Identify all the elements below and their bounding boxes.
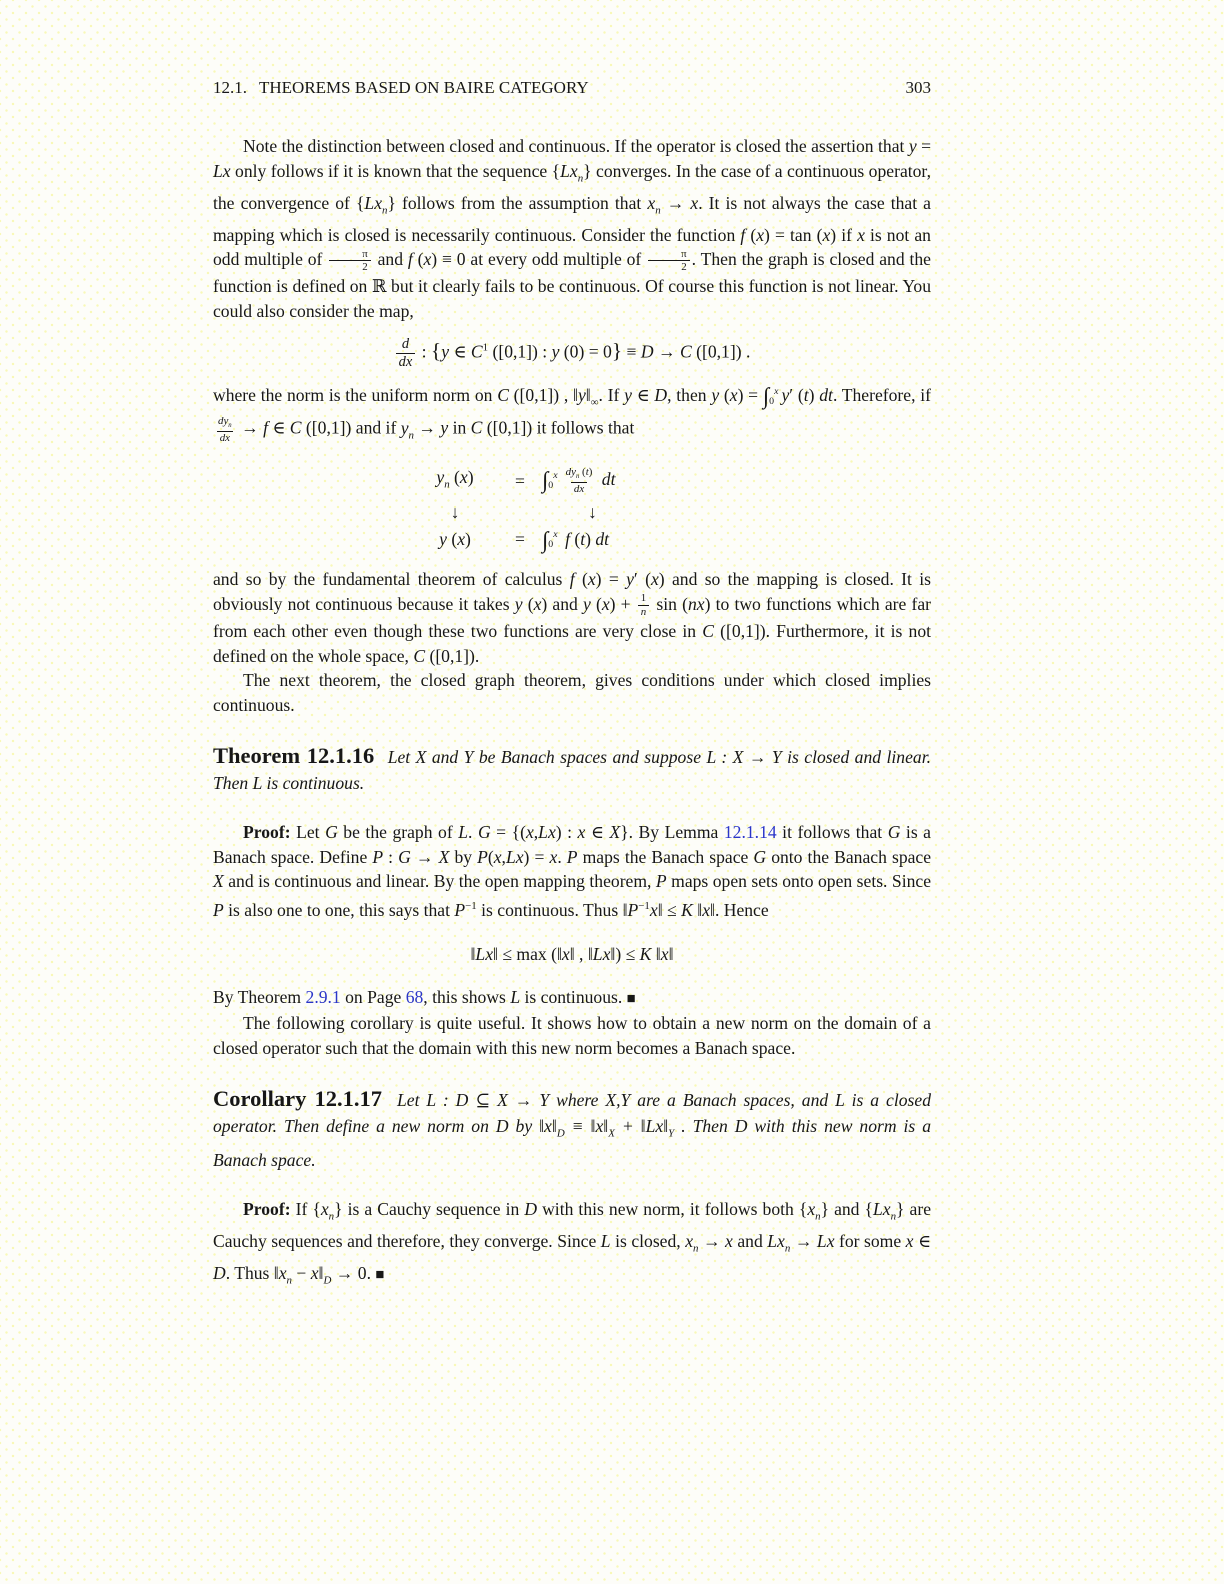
running-header	[213, 78, 931, 98]
theorem-statement: Let X and Y be Banach spaces and suppose L : X → Y is closed and linear. Then L is continuous.	[213, 747, 931, 794]
ref-theorem-2-9-1[interactable]: 2.9.1	[305, 986, 341, 1007]
para-next-theorem: The next theorem, the closed graph theorem, gives conditions under which closed implies continuous.	[213, 670, 931, 715]
ref-page-68[interactable]: 68	[405, 986, 424, 1007]
eq-rhs-integral-dyn: ∫ x 0 $\frac{dy_n (t)}{dx}$ dt	[542, 466, 616, 495]
proof-closed-graph-theorem: Proof: Let G be the graph of L. G = {(x,Lx) : x ∈ X}. By Lemma 12.1.14 it follows that G is a Banach space. Define P : G → X by P(x,Lx) = x. P maps the Banach space G onto the Banach space X and is continuous and linear. By the open mapping theorem, P maps open sets onto open sets. Since P is also one to one, this says that $P^{-1}$ is continuous. Thus $‖P^{-1}x‖ \le K$ ‖x‖. Hence	[213, 822, 932, 920]
corollary-12-1-17	[213, 1086, 931, 1173]
running-head-title	[213, 78, 589, 98]
corollary-statement: Let L : D ⊆ X → Y where X,Y are a Banach spaces, and L is a closed operator. Then define a new norm on D by $‖x‖_D$ ≡ $‖x‖_X$ + $‖Lx‖_Y$ . Then D with this new norm is a Banach space.	[213, 1090, 932, 1170]
proof-corollary: Proof: If $\{x_n\}$ is a Cauchy sequence in D with this new norm, it follows both $\{x_n\}$ and $\{Lx_n\}$ are Cauchy sequences and therefore, they converge. Since L is closed, $x_n \to x$ and $Lx_n \to Lx$ for some x ∈ D. Thus $‖x_n$ − $x‖_D \to 0$. ■	[213, 1198, 932, 1287]
para-uniform-norm: where the norm is the uniform norm on C ([0,1]) , $‖y‖_\infty$. If y ∈ D, then y (x) = ∫ x 0 y′ (t) dt. Therefore, if $\frac{dy_n}{dx}$ → f ∈ C ([0,1]) and if $y_n \to y$ in C ([0,1]) it follows that	[213, 384, 931, 444]
down-arrow-icon: ↓	[588, 501, 597, 522]
theorem-heading: Theorem 12.1.16	[213, 743, 375, 769]
para-by-theorem-291: By Theorem 2.9.1 on Page 68, this shows L is continuous. ■	[213, 986, 636, 1007]
equation-norm-inequality: ‖Lx‖ ≤ max (‖x‖ , ‖Lx‖) ≤ K ‖x‖	[470, 943, 674, 964]
qed-square: ■	[626, 990, 636, 1007]
eq-equals: =	[515, 470, 525, 491]
corollary-heading: Corollary 12.1.17	[213, 1086, 383, 1112]
chapter-title: THEOREMS BASED ON BAIRE CATEGORY	[259, 78, 589, 97]
qed-square: ■	[375, 1266, 385, 1283]
section-number: 12.1.	[213, 78, 247, 97]
para-closed-vs-continuous: Note the distinction between closed and continuous. If the operator is closed the assertion that y = Lx only follows if it is known that the sequence $\{Lx_n\}$ converges. In the case of a continuous operator, the convergence of $\{Lx_n\}$ follows from the assumption that $x_n \to x$. It is not always the case that a mapping which is closed is necessarily continuous. Consider the function f (x) = tan (x) if x is not an odd multiple of $\frac{\pi}{2}$ and f (x) ≡ 0 at every odd multiple of $\frac{\pi}{2}$ . Then the graph is closed and the function is defined on ℝ but it clearly fails to be continuous. Of course this function is not linear. You could also consider the map,	[213, 136, 932, 321]
theorem-12-1-16	[213, 743, 931, 796]
ref-lemma-12-1-14[interactable]: 12.1.14	[723, 822, 777, 843]
page-number: 303	[905, 78, 931, 97]
para-corollary-intro: The following corollary is quite useful. It shows how to obtain a new norm on the domain of a closed operator such that the domain with this new norm becomes a Banach space.	[213, 1013, 931, 1058]
equation-ddx-map: $\frac{d}{dx}$ : {y ∈ $C^1$ ([0,1]) : y (0) = 0} ≡ D → C ([0,1]) .	[213, 336, 931, 371]
page-content	[213, 78, 931, 1293]
eq-lhs-y: y (x)	[439, 529, 471, 550]
eq-equals: =	[515, 529, 525, 550]
para-fundamental-theorem: and so by the fundamental theorem of calculus f (x) = y′ (x) and so the mapping is closed. It is obviously not continuous because it takes y (x) and y (x) + $\frac{1}{n}$ sin (nx) to two functions which are far from each other even though these two functions are very close in C ([0,1]). Furthermore, it is not defined on the whole space, C ([0,1]).	[213, 569, 932, 666]
eq-rhs-integral-f: ∫ x 0 f (t) dt	[542, 527, 610, 553]
eq-lhs-yn: $y_n$ (x)	[436, 466, 474, 491]
down-arrow-icon: ↓	[450, 501, 460, 522]
equation-yn-integral	[213, 464, 931, 553]
